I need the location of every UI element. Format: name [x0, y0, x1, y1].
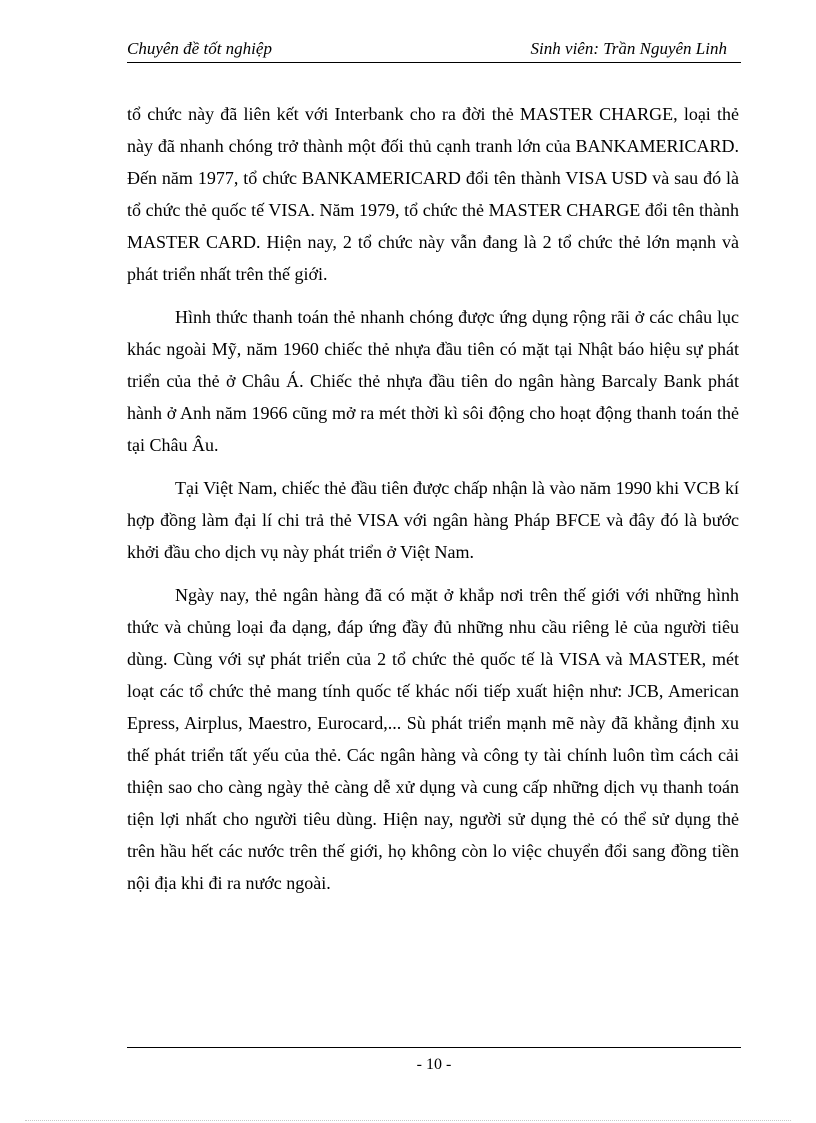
paragraph-4: Ngày nay, thẻ ngân hàng đã có mặt ở khắp nơi trên thế giới với những hình thức và chủng loại đa dạng, đáp ứng đầy đủ những nhu cầu riêng lẻ của người tiêu dùng. Cùng với sự phát triển của 2 tổ chức thẻ quốc tế là VISA và MASTER, mét loạt các tổ chức thẻ mang tính quốc tế khác nối tiếp xuất hiện như: JCB, American Epress, Airplus, Maestro, Eurocard,... Sù phát triển mạnh mẽ này đã khẳng định xu thế phát triển tất yếu của thẻ. Các ngân hàng và công ty tài chính luôn tìm cách cải thiện sao cho càng ngày thẻ càng dễ xử dụng và cung cấp những dịch vụ thanh toán tiện lợi nhất cho người tiêu dùng. Hiện nay, người sử dụng thẻ có thể sử dụng thẻ trên hầu hết các nước trên thế giới, họ không còn lo việc chuyển đổi sang đồng tiền nội địa khi đi ra nước ngoài. [127, 585, 739, 893]
document-body [127, 98, 739, 910]
header-student-name: Sinh viên: Trần Nguyên Linh [530, 39, 727, 58]
page-header [127, 38, 741, 63]
header-document-title: Chuyên đề tốt nghiệp [127, 39, 272, 58]
footer-divider [127, 1047, 741, 1048]
paragraph-3: Tại Việt Nam, chiếc thẻ đầu tiên được chấp nhận là vào năm 1990 khi VCB kí hợp đồng làm đại lí chi trả thẻ VISA với ngân hàng Pháp BFCE và đây đó là bước khởi đầu cho dịch vụ này phát triển ở Việt Nam. [127, 478, 739, 562]
paragraph-1: tổ chức này đã liên kết với Interbank cho ra đời thẻ MASTER CHARGE, loại thẻ này đã nhanh chóng trở thành một đối thủ cạnh tranh lớn của BANKAMERICARD. Đến năm 1977, tổ chức BANKAMERICARD đổi tên thành VISA USD và sau đó là tổ chức thẻ quốc tế VISA. Năm 1979, tổ chức thẻ MASTER CHARGE đổi tên thành MASTER CARD. Hiện nay, 2 tổ chức này vẫn đang là 2 tổ chức thẻ lớn mạnh và phát triển nhất trên thế giới. [127, 104, 739, 284]
paragraph-2: Hình thức thanh toán thẻ nhanh chóng được ứng dụng rộng rãi ở các châu lục khác ngoài Mỹ, năm 1960 chiếc thẻ nhựa đầu tiên có mặt tại Nhật báo hiệu sự phát triển của thẻ ở Châu Á. Chiếc thẻ nhựa đầu tiên do ngân hàng Barcaly Bank phát hành ở Anh năm 1966 cũng mở ra mét thời kì sôi động cho hoạt động thanh toán thẻ tại Châu Âu. [127, 307, 739, 455]
page-bottom-edge [25, 1120, 791, 1121]
page-number: - 10 - [416, 1056, 452, 1073]
